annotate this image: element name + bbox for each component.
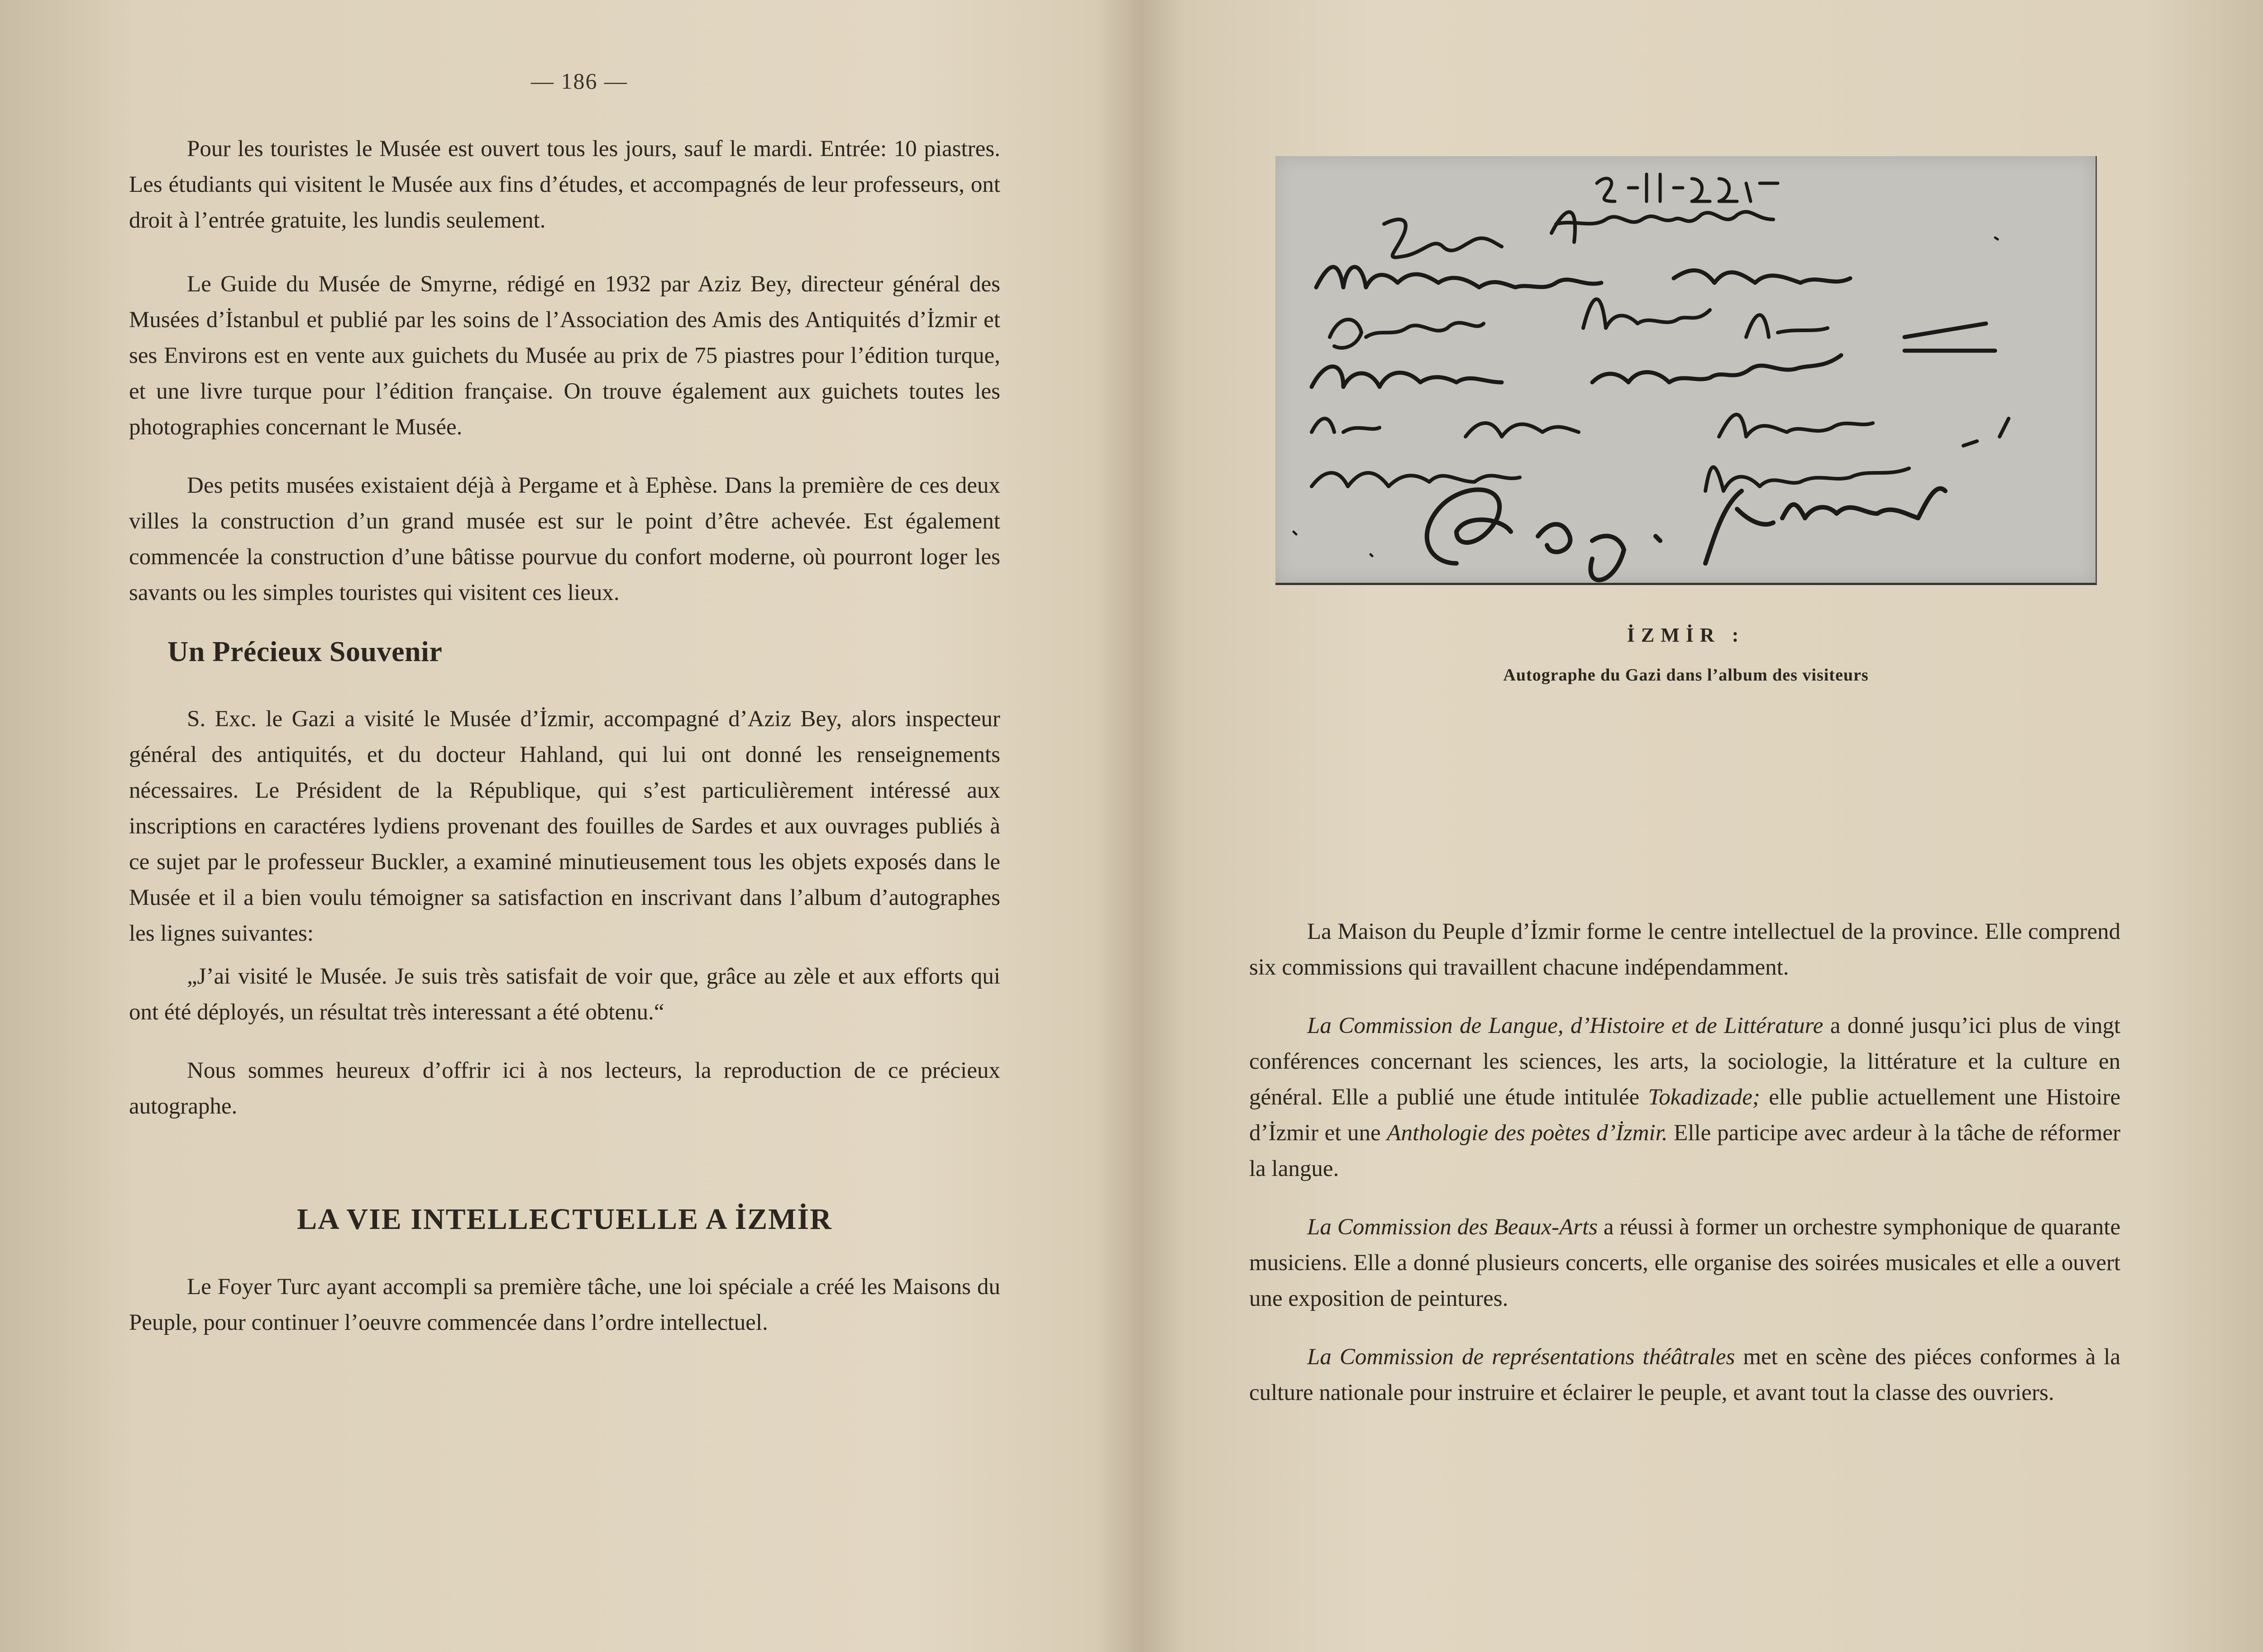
commission-theatre-text: met en scène des piéces conformes à la culture nationale pour instruire et éclairer le peuple, et avant tout la classe des ouvriers.: [1249, 1344, 2120, 1405]
paragraph-small-museums: Des petits musées existaient déjà à Pergame et à Ephèse. Dans la première de ces deux villes la construction d’un grand musée est sur le point d’être achevée. Est également commencée la construction d’une bâtisse pourvue du confort moderne, où pourront loger les savants ou les simples touristes qui visitent ces lieux.: [129, 473, 1000, 605]
left-text-column: [129, 131, 1000, 1348]
paragraph-commission-langue: [1249, 1008, 2120, 1187]
tokadizade-title: Tokadizade;: [1648, 1085, 1760, 1110]
paragraph-gazi-visit: S. Exc. le Gazi a visité le Musée d’İzmir, accompagné d’Aziz Bey, alors inspecteur général des antiquités, et du docteur Hahland, qui lui ont donné les renseignements nécessaires. Le Président de la République, qui s’est particulièrement intéressé aux inscriptions en caractéres lydiens provenant des fouilles de Sardes et aux ouvrages publiés à ce sujet par le professeur Buckler, a examiné minutieusement tous les objets exposés dans le Musée et il a bien voulu témoigner sa satisfaction en inscrivant dans l’album d’autographes les lignes suivantes:: [129, 706, 1000, 946]
page-number-left: — 186 —: [531, 68, 628, 94]
commission-langue-text-1: a donné jusqu’ici plus de vingt conférences concernant les sciences, les arts, la sociologie, la littérature et la culture en général. Elle a publié une étude intitulée: [1249, 1013, 2120, 1110]
paragraph-reproduction: Nous sommes heureux d’offrir ici à nos lecteurs, la reproduction de ce précieux autographe.: [129, 1058, 1000, 1119]
commission-langue-text-3: Elle participe avec ardeur à la tâche de réformer la langue.: [1249, 1120, 2121, 1181]
commission-beaux-arts-text: a réussi à former un orchestre symphonique de quarante musiciens. Elle a donné plusieurs concerts, elle organise des soirées musicales et elle a ouvert une exposition de peintures.: [1249, 1214, 2120, 1311]
caption-title: İZMİR :: [1627, 624, 1745, 646]
paragraph-commission-theatre: [1249, 1339, 2120, 1411]
paragraph-opening-hours: Pour les touristes le Musée est ouvert tous les jours, sauf le mardi. Entrée: 10 piastres. Les étudiants qui visitent le Musée aux fins d’études, et accompagnés de leur professeurs, ont droit à l’entrée gratuite, les lundis seulement.: [129, 136, 1000, 233]
section-heading-souvenir: Un Précieux Souvenir: [167, 635, 443, 667]
paragraph-foyer-turc: Le Foyer Turc ayant accompli sa première tâche, une loi spéciale a créé les Maisons du Peuple, pour continuer l’oeuvre commencée dans l’ordre intellectuel.: [129, 1274, 1000, 1335]
commission-langue-title: La Commission de Langue, d’Histoire et de Littérature: [1307, 1013, 1824, 1038]
autograph-photo: [1275, 156, 2097, 585]
right-text-column: [1249, 914, 2120, 1418]
commission-langue-text-2: elle publie actuellement une Histoire d’İzmir et une: [1249, 1085, 2120, 1146]
paragraph-quote: „J’ai visité le Musée. Je suis très satisfait de voir que, grâce au zèle et aux efforts qui ont été déployés, un résultat très interessant a été obtenu.“: [129, 964, 1000, 1025]
paragraph-maison-du-peuple: La Maison du Peuple d’İzmir forme le centre intellectuel de la province. Elle comprend six commissions qui travaillent chacune indépendamment.: [1249, 919, 2120, 980]
commission-theatre-title: La Commission de représentations théâtrales: [1307, 1344, 1735, 1370]
paragraph-commission-beaux-arts: [1249, 1209, 2120, 1317]
commission-beaux-arts-title: La Commission des Beaux-Arts: [1307, 1214, 1598, 1240]
paragraph-museum-guide: Le Guide du Musée de Smyrne, rédigé en 1932 par Aziz Bey, directeur général des Musées d’İstanbul et publié par les soins de l’Association des Amis des Antiquités d’İzmir et ses Environs est en vente aux guichets du Musée au prix de 75 piastres pour l’édition turque, et une livre turque pour l’édition française. On trouve également aux guichets toutes les photographies concernant le Musée.: [129, 271, 1000, 440]
caption-text: Autographe du Gazi dans l’album des visiteurs: [1503, 666, 1869, 685]
handwriting-image: [1275, 156, 2096, 583]
section-heading-intellectual-life: LA VIE INTELLECTUELLE A İZMİR: [297, 1203, 832, 1236]
anthologie-title: Anthologie des poètes d’İzmir.: [1387, 1120, 1668, 1146]
